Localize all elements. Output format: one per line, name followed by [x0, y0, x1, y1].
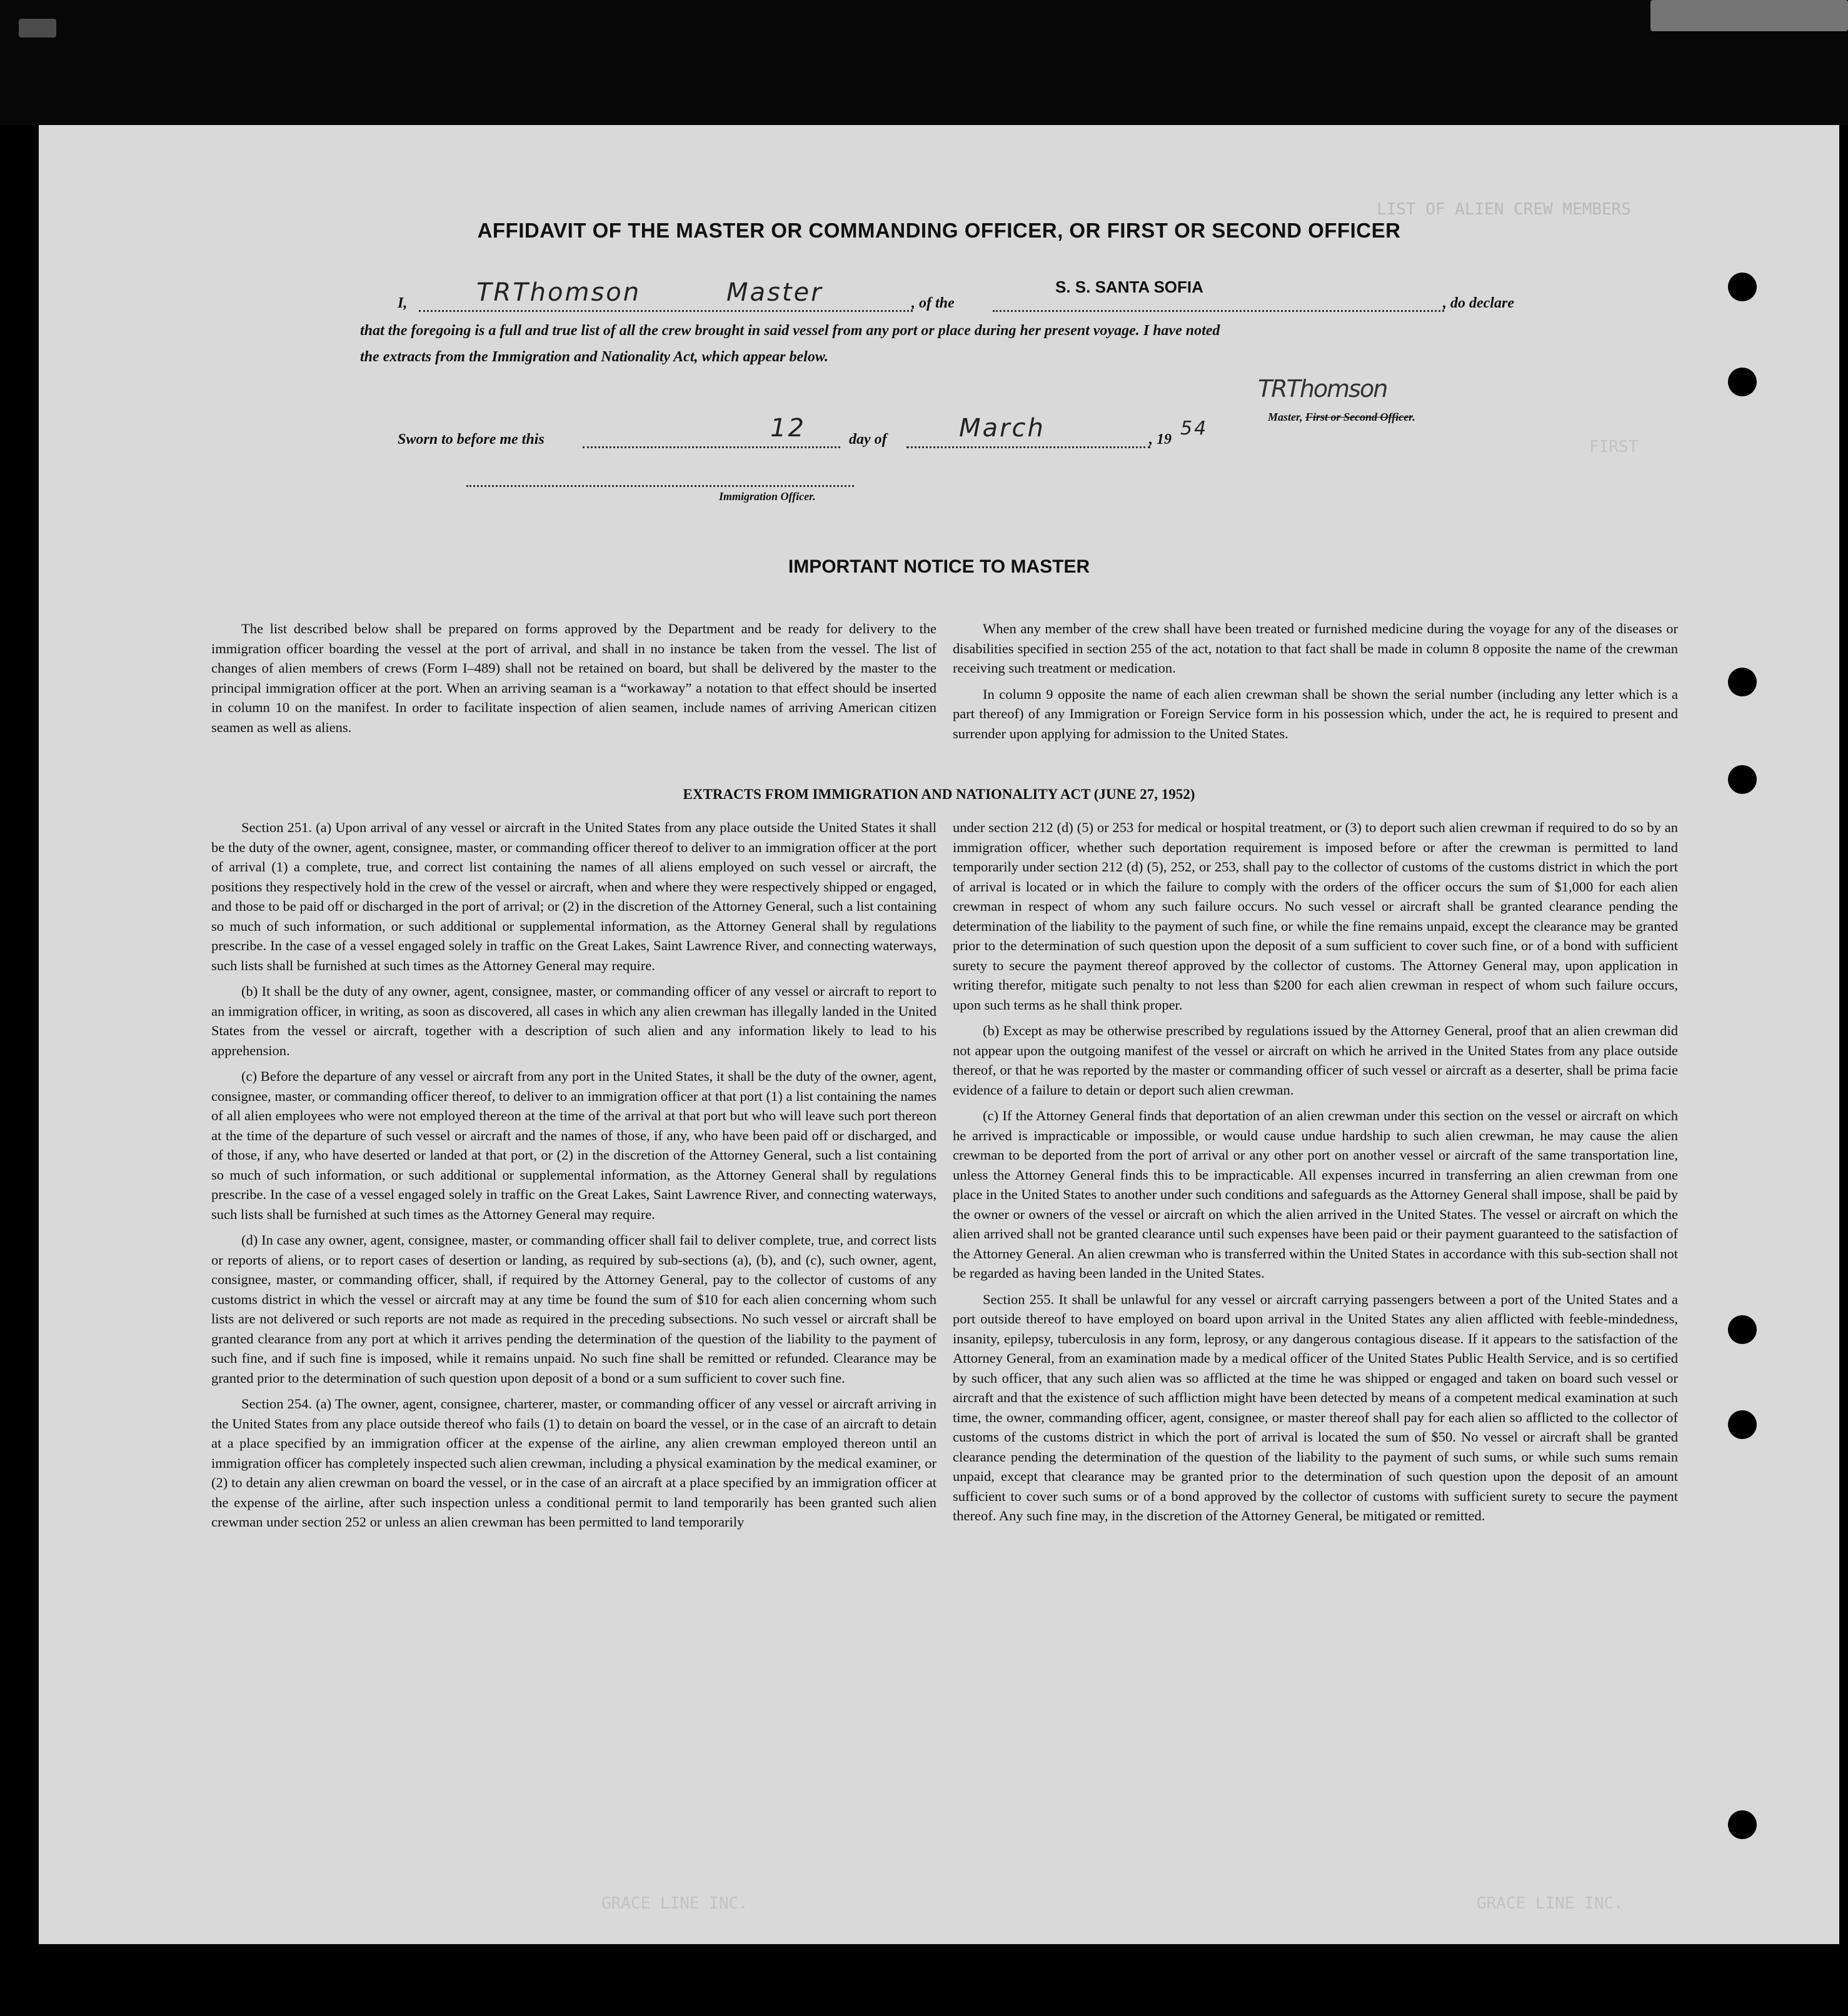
- month-line: [906, 446, 1150, 448]
- name-line: [419, 310, 913, 312]
- scan-border-top: [0, 0, 1848, 125]
- year-prefix: , 19: [1149, 431, 1172, 448]
- punch-hole: [1728, 368, 1757, 396]
- extract-paragraph: (c) If the Attorney General finds that deportation of an alien crewman under this section on the vessel or aircraft on which he arrived is impracticable or impossible, or would cause undue hardship to such alien crewman, he may cause the alien crewman to be deported from the port of arrival or any other port on another vessel or aircraft of the same transportation line, unless the Attorney General finds this to be impracticable. All expenses incurred in transferring an alien crewman from one place in the United States to another under such conditions and safeguards as the Attorney General shall impose, shall be paid by the owner or owners of the vessel or aircraft on which the alien arrived in the United States. The vessel or aircraft on which the alien arrived shall not be granted clearance until such expenses have been paid or their payment guaranteed to the satisfaction of the Attorney General. An alien crewman who is transferred within the United States in accordance with this sub-section shall not be regarded as having been landed in the United States.: [953, 1108, 1678, 1281]
- immigration-officer-line: [466, 485, 854, 487]
- scan-smudge: [1650, 0, 1848, 31]
- punch-hole: [1728, 1410, 1757, 1439]
- extract-paragraph: Section 251. (a) Upon arrival of any vessel or aircraft in the United States from any place outside the United States it shall be the duty of the owner, agent, consignee, master, or commanding officer thereof to deliver to an immigration officer at the port of arrival (1) a complete, true, and correct list containing the names of all aliens employed on such vessel or aircraft, the positions they respectively hold in the crew of the vessel or aircraft, when and where they were respectively shipped or engaged, and those to be paid off or discharged in the port of arrival; or (2) in the discretion of the Attorney General, such a list containing so much of such information, or such additional or supplemental information, as the Attorney General shall by regulations prescribe. In the case of a vessel engaged solely in traffic on the Great Lakes, Saint Lawrence River, and connecting waterways, such lists shall be furnished at such times as the Attorney General may require.: [211, 820, 937, 973]
- notice-paragraph: When any member of the crew shall have been treated or furnished medicine during the voyage for any of the diseases or disabilities specified in section 255 of the act, notation to that fact shall be made in column 8 opposite the name of the crewman receiving such treatment or medication.: [953, 621, 1678, 676]
- day-line: [583, 446, 840, 448]
- bleed-through-text: GRACE LINE INC.: [601, 1894, 748, 1913]
- bleed-through-text: FIRST: [1589, 438, 1639, 456]
- scan-smudge: [19, 19, 56, 38]
- bleed-through-text: LIST OF ALIEN CREW MEMBERS: [1377, 200, 1631, 219]
- sworn-month-handwritten: March: [959, 414, 1045, 443]
- day-of-label: day of: [849, 431, 887, 448]
- of-the-label: , of the: [911, 295, 955, 311]
- bleed-through-text: GRACE LINE INC.: [1477, 1894, 1624, 1913]
- extracts-title: EXTRACTS FROM IMMIGRATION AND NATIONALITY ACT (JUNE 27, 1952): [683, 786, 1195, 802]
- master-rank-handwritten: Master: [726, 278, 823, 307]
- master-signature: TRThomson: [1258, 375, 1387, 403]
- extract-paragraph: (b) It shall be the duty of any owner, agent, consignee, master, or commanding officer of any vessel or aircraft to report to an immigration officer, in writing, as soon as discovered, all cases in which any alien crewman has illegally landed in the United States from the vessel or aircraft, together with a description of such alien and any information likely to lead to his apprehension.: [211, 983, 937, 1058]
- notice-title: IMPORTANT NOTICE TO MASTER: [788, 556, 1090, 577]
- affidavit-title: AFFIDAVIT OF THE MASTER OR COMMANDING OFFICER, OR FIRST OR SECOND OFFICER: [477, 219, 1401, 242]
- extract-paragraph: (c) Before the departure of any vessel or aircraft from any port in the United States, it shall be the duty of the owner, agent, consignee, master, or commanding officer thereof, to deliver to an immigration officer at that port (1) a list containing the names of all alien employees who were not employed thereon at the time of the arrival at that port but who will leave such port thereon at the time of the departure of such vessel or aircraft and the names of those, if any, who have been paid off or discharged, and of those, if any, who have deserted or landed at that port, or (2) in the discretion of the Attorney General, such a list containing so much of such information, or such additional or supplemental information, as the Attorney General shall by regulations prescribe. In the case of a vessel engaged solely in traffic on the Great Lakes, Saint Lawrence River, and connecting waterways, such lists shall be furnished at such times as the Attorney General may require.: [211, 1068, 937, 1222]
- master-name-handwritten: TRThomson: [476, 278, 641, 307]
- extract-paragraph: Section 255. It shall be unlawful for any vessel or aircraft carrying passengers between a port of the United States and a port outside thereof to have employed on board upon arrival in the United States any alien afflicted with feeble-mindedness, insanity, epilepsy, tuberculosis in any form, leprosy, or any dangerous contagious disease. If it appears to the satisfaction of the Attorney General, from an examination made by a medical officer of the United States Public Health Service, and is so certified by such officer, that any such alien was so afflicted at the time he was shipped or engaged and taken on board such vessel or aircraft and that the existence of such affliction might have been detected by means of a competent medical examination at such time, the owner, commanding officer, agent, consignee, or master thereof shall pay for each alien so afflicted to the collector of customs of the customs district in which the port of arrival is located the sum of $50. No vessel or aircraft shall be granted clearance pending the determination of the question of the liability to the payment of such sums, or while such sums remain unpaid, except that clearance may be granted prior to the determination of such question upon the deposit of an amount sufficient to cover such sums or of a bond approved by the collector of customs with sufficient surety to secure the payment thereof. Any such fine may, in the discretion of the Attorney General, be mitigated or remitted.: [953, 1291, 1678, 1523]
- affidavit-page: [39, 125, 1839, 1944]
- extracts-right-column: [953, 818, 1678, 1532]
- extract-paragraph: (b) Except as may be otherwise prescribed by regulations issued by the Attorney General, proof that an alien crewman did not appear upon the outgoing manifest of the vessel or aircraft on which he arrived in the United States from any place outside thereof, or that he was reported by the master or commanding officer of such vessel or aircraft as a deserter, shall be prima facie evidence of a failure to detain or deport such alien crewman.: [953, 1023, 1678, 1098]
- extract-paragraph: Section 254. (a) The owner, agent, consignee, charterer, master, or commanding officer of any vessel or aircraft arriving in the United States from any place outside thereof who fails (1) to detain on board the vessel, or in the case of an aircraft to detain at a place specified by an immigration officer at the expense of the airline, any alien crewman employed thereon until an immigration officer has completely inspected such alien crewman, including a physical examination by the medical examiner, or (2) to detain any alien crewman on board the vessel, or in the case of an aircraft at a place specified by an immigration officer at the expense of the airline, after such inspection unless a conditional permit to land temporarily has been granted such alien crewman under section 252 or unless an alien crewman has been permitted to land temporarily: [211, 1396, 937, 1530]
- notice-left-column: [211, 619, 937, 743]
- extracts-left-column: [211, 818, 937, 1538]
- immigration-officer-label: Immigration Officer.: [719, 490, 816, 503]
- punch-hole: [1728, 1315, 1757, 1344]
- notice-paragraph: The list described below shall be prepared on forms approved by the Department and be ready for delivery to the immigration officer boarding the vessel at the port of arrival, and shall in no instance be taken from the vessel. The list of changes of alien members of crews (Form I–489) shall not be retained on board, but shall be delivered by the master to the principal immigration officer at the port. When an arriving seaman is a “workaway” a notation to that effect should be inserted in column 10 on the manifest. In order to facilitate inspection of alien seamen, include names of arriving American citizen seamen as well as aliens.: [211, 621, 937, 735]
- punch-hole: [1728, 1810, 1757, 1839]
- extract-paragraph: under section 212 (d) (5) or 253 for medical or hospital treatment, or (3) to deport such alien crewman if required to do so by an immigration officer, whether such deportation requirement is imposed before or after the crewman is permitted to land temporarily under section 212 (d) (5), 252, or 253, shall pay to the collector of customs of the customs district in which the port of arrival is located or in which the failure to comply with the orders of the officer occurs the sum of $1,000 for each alien crewman in respect of whom any such failure occurs. No such vessel or aircraft shall be granted clearance pending the determination of the liability to the payment of such fine, or while the fine remains unpaid, except the clearance may be granted prior to the determination of such question upon the deposit of a sum sufficient to cover such fine, or of a bond with sufficient surety to secure the payment thereof approved by the collector of customs. The Attorney General may, upon application in writing therefor, mitigate such penalty to not less than $200 for each alien crewman in respect of whom such failure occurs, upon such terms as he shall think proper.: [953, 820, 1678, 1013]
- notice-paragraph: In column 9 opposite the name of each alien crewman shall be shown the serial number (including any letter which is a part thereof) of any Immigration or Foreign Service form in his possession which, under the act, he is required to present and surrender upon applying for admission to the United States.: [953, 686, 1678, 741]
- statement-line-2: the extracts from the Immigration and Nationality Act, which appear below.: [360, 349, 828, 365]
- statement-line-1: that the foregoing is a full and true list of all the crew brought in said vessel from any port or place during her present voyage. I have noted: [360, 323, 1220, 339]
- notice-right-column: [953, 619, 1678, 750]
- extract-paragraph: (d) In case any owner, agent, consignee, master, or commanding officer shall fail to deliver complete, true, and correct lists or reports of aliens, or to report cases of desertion or landing, as required by sub-sections (a), (b), and (c), such owner, agent, consignee, master, or commanding officer, shall, if required by the Attorney General, pay to the collector of customs of any customs district in which the vessel or aircraft may at any time be found the sum of $10 for each alien concerning whom such lists are not delivered or such reports are not made as required in the preceding subsections. No such vessel or aircraft shall be granted clearance from any port at which it arrives pending the determination of the question of the liability to the payment of such fine, and if such fine is imposed, while it remains unpaid. No such fine shall be remitted or refunded. Clearance may be granted prior to the determination of such question upon deposit of a bond or a sum sufficient to cover such fine.: [211, 1232, 937, 1386]
- punch-hole: [1728, 273, 1757, 301]
- sworn-day-handwritten: 12: [770, 414, 806, 443]
- do-declare-label: , do declare: [1443, 295, 1514, 311]
- declarant-prefix: I,: [398, 295, 408, 311]
- vessel-name: S. S. SANTA SOFIA: [1055, 278, 1203, 296]
- vessel-line: [993, 310, 1444, 312]
- sworn-label: Sworn to before me this: [398, 431, 545, 448]
- punch-hole: [1728, 668, 1757, 696]
- signature-label: Master, First or Second Officer.: [1268, 411, 1415, 423]
- sworn-year-handwritten: 54: [1180, 418, 1208, 439]
